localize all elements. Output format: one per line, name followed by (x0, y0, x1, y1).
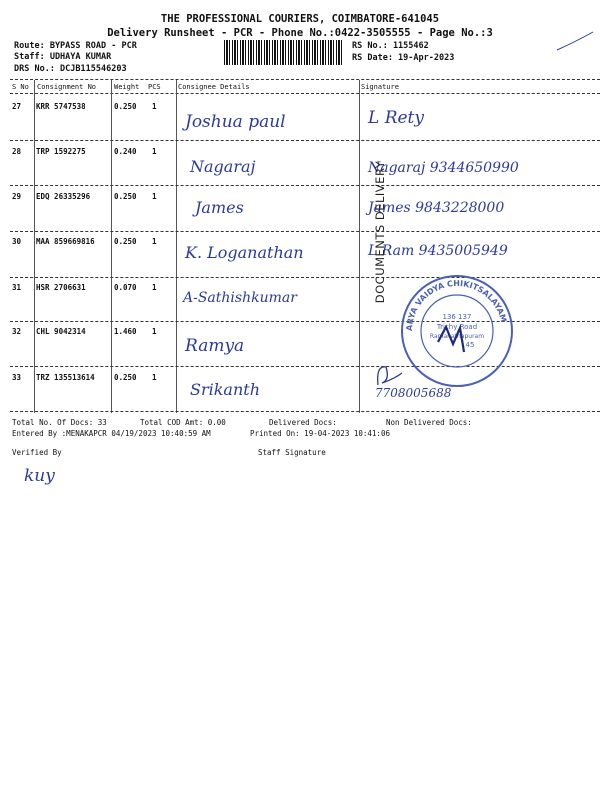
route-label: Route: BYPASS ROAD - PCR (14, 41, 137, 51)
rs-date: RS Date: 19-Apr-2023 (352, 53, 455, 63)
rs-number: RS No.: 1155462 (352, 41, 429, 51)
staff-signature-label: Staff Signature (258, 448, 326, 457)
row-sno: 31 (12, 283, 22, 292)
row-rule (10, 140, 600, 141)
row-sno: 32 (12, 327, 22, 336)
row-pcs: 1 (152, 147, 157, 156)
row-sno: 27 (12, 102, 22, 111)
col-header-signature: Signature (361, 83, 399, 91)
seal-line: 136 137 (442, 313, 472, 321)
table-top-rule (10, 79, 600, 80)
documents-delivery-stamp: DOCUMENTS DELIVERY (373, 160, 387, 304)
row-sno: 33 (12, 373, 22, 382)
row-signature-handwritten: James 9843228000 (368, 200, 505, 216)
row-weight: 0.250 (114, 102, 137, 111)
col-header-pcs: PCS (148, 83, 161, 91)
row-weight: 0.070 (114, 283, 137, 292)
total-docs: Total No. Of Docs: 33 (12, 418, 107, 427)
row-consignee-handwritten: Joshua paul (185, 112, 286, 132)
entered-by: Entered By :MENAKAPCR 04/19/2023 10:40:59 AM (12, 429, 211, 438)
row-consignment: EDQ 26335296 (36, 192, 91, 201)
row-signature-handwritten: 7708005688 (375, 386, 452, 400)
row-weight: 0.240 (114, 147, 137, 156)
row-pcs: 1 (152, 237, 157, 246)
col-divider (34, 80, 35, 413)
row-consignee-handwritten: Srikanth (190, 380, 260, 399)
drs-label: DRS No.: DCJB115546203 (14, 64, 127, 74)
seal-line: Trichy Road (436, 323, 478, 331)
row-pcs: 1 (152, 327, 157, 336)
delivered-docs: Delivered Docs: (269, 418, 337, 427)
col-divider (176, 80, 177, 413)
row-weight: 1.460 (114, 327, 137, 336)
staff-label: Staff: UDHAYA KUMAR (14, 52, 112, 62)
verified-by-label: Verified By (12, 448, 62, 457)
row-consignee-handwritten: James (195, 198, 244, 217)
col-divider (359, 80, 360, 413)
col-divider (111, 80, 112, 413)
row-pcs: 1 (152, 192, 157, 201)
row-pcs: 1 (152, 373, 157, 382)
non-delivered-docs: Non Delivered Docs: (386, 418, 472, 427)
row-signature-handwritten: Nagaraj 9344650990 (368, 160, 519, 176)
row-consignment: CHL 9042314 (36, 327, 86, 336)
row-rule (10, 185, 600, 186)
company-title: THE PROFESSIONAL COURIERS, COIMBATORE-641045 (160, 13, 440, 25)
scribble-signature (372, 355, 412, 390)
row-weight: 0.250 (114, 192, 137, 201)
row-signature-handwritten: L Rety (368, 108, 424, 128)
row-consignee-handwritten: Nagaraj (190, 157, 256, 176)
runsheet-subtitle: Delivery Runsheet - PCR - Phone No.:0422-3505555 - Page No.:3 (107, 27, 493, 39)
row-sno: 29 (12, 192, 22, 201)
verifier-initials-handwritten: kuy (24, 466, 55, 486)
col-header-weight: Weight (114, 83, 140, 91)
seal-arc-text: ARYA VAIDYA CHIKITSALAYAM (404, 278, 509, 332)
row-sno: 30 (12, 237, 22, 246)
table-bottom-rule (10, 411, 600, 412)
row-consignee-handwritten: Ramya (185, 336, 245, 356)
row-pcs: 1 (152, 283, 157, 292)
total-cod-amount: Total COD Amt: 0.00 (140, 418, 226, 427)
row-signature-handwritten: L Ram 9435005949 (368, 243, 508, 259)
row-consignment: TRP 1592275 (36, 147, 86, 156)
row-weight: 0.250 (114, 237, 137, 246)
seal-line: Ramanathapuram (429, 333, 485, 340)
barcode (224, 40, 342, 65)
row-consignment: KRR 5747538 (36, 102, 86, 111)
row-consignee-handwritten: K. Loganathan (185, 243, 304, 262)
pen-stroke-mark (555, 30, 595, 52)
row-consignee-handwritten: A-Sathishkumar (183, 290, 297, 306)
circular-seal-stamp (398, 272, 516, 390)
row-rule (10, 231, 600, 232)
printed-on: Printed On: 19-04-2023 10:41:06 (250, 429, 390, 438)
table-header-rule (10, 93, 600, 94)
col-header-sno: S No (12, 83, 29, 91)
row-sno: 28 (12, 147, 22, 156)
row-consignment: MAA 859669816 (36, 237, 95, 246)
row-consignment: TRZ 135513614 (36, 373, 95, 382)
col-header-consignment: Consignment No (37, 83, 97, 91)
seal-line: 45 (465, 341, 475, 349)
row-consignment: HSR 2706631 (36, 283, 86, 292)
col-header-consignee: Consignee Details (178, 83, 250, 91)
row-weight: 0.250 (114, 373, 137, 382)
row-pcs: 1 (152, 102, 157, 111)
